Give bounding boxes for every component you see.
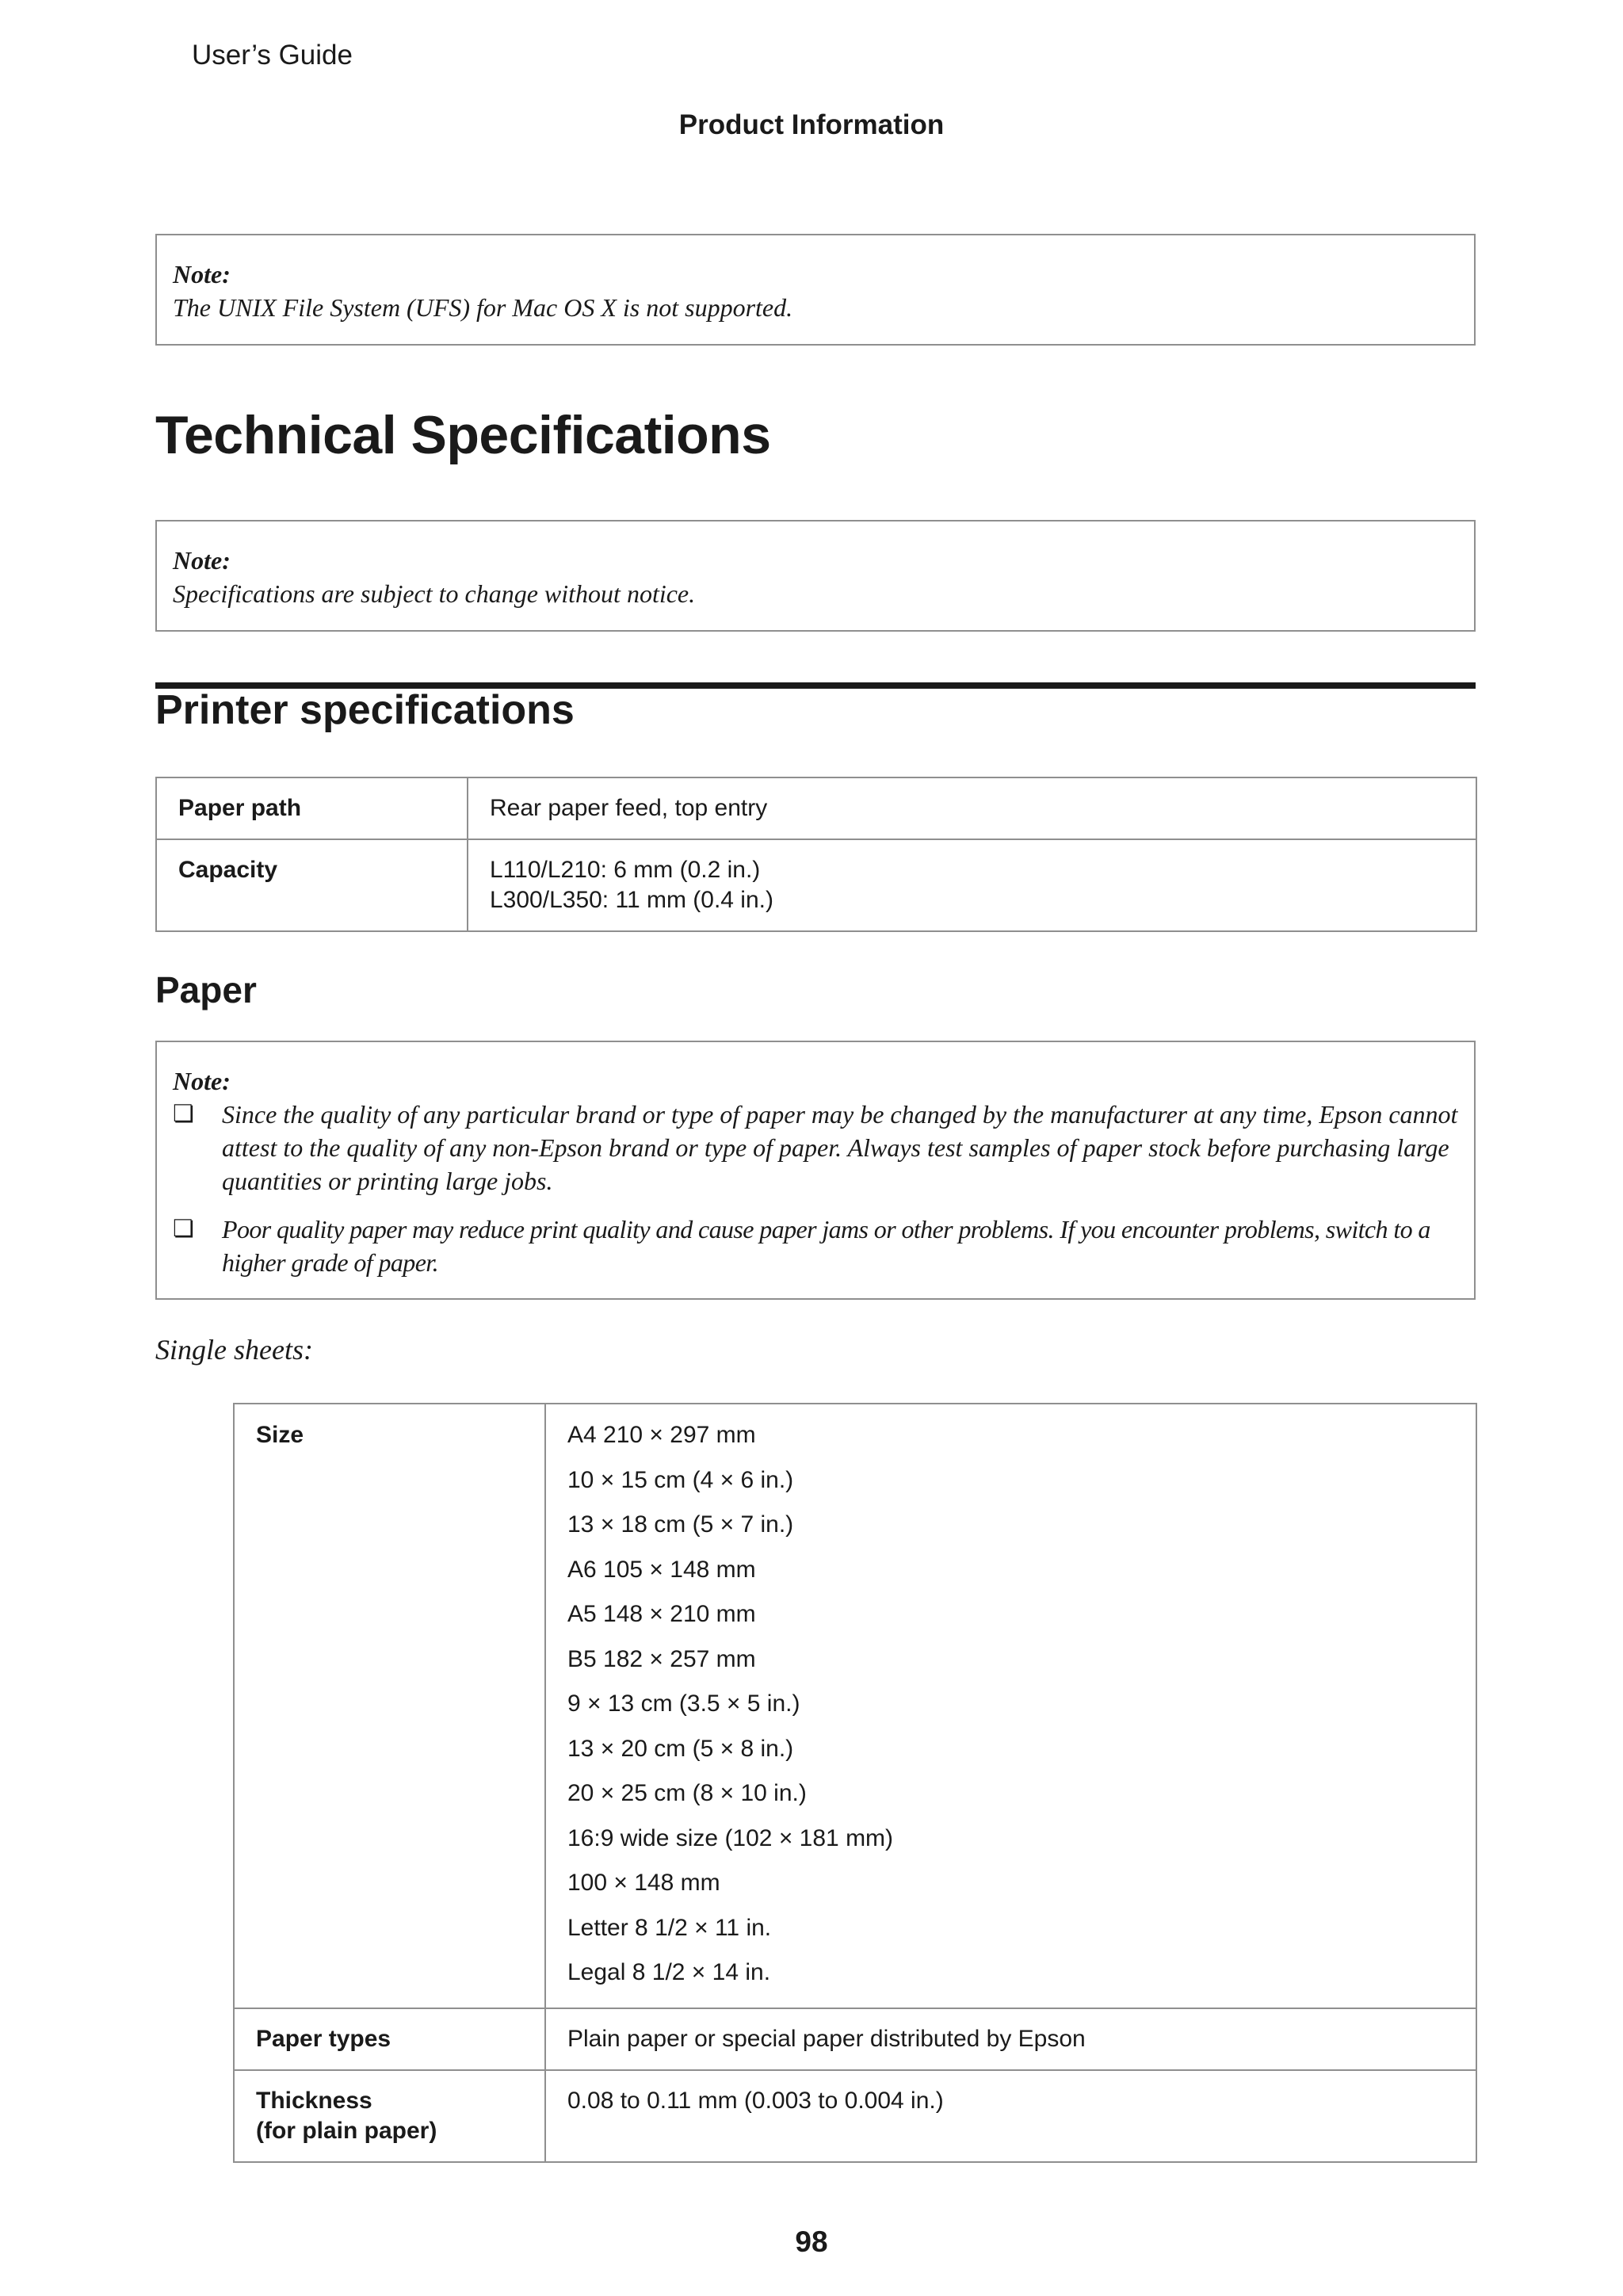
page-title: Technical Specifications [155,405,771,465]
note-title: Note: [173,1067,231,1095]
size-option: 13 × 20 cm (5 × 8 in.) [567,1735,794,1762]
table-row [234,1404,1476,2008]
table-row [156,777,1476,839]
paper-types-value: Plain paper or special paper distributed by Epson [567,2025,1086,2052]
size-option: 10 × 15 cm (4 × 6 in.) [567,1466,794,1493]
size-option: Letter 8 1/2 × 11 in. [567,1914,772,1941]
capacity-value-line: L300/L350: 11 mm (0.4 in.) [490,887,773,913]
paper-path-key: Paper path [178,795,302,821]
note-title: Note: [173,260,231,288]
section-header: Product Information [678,109,945,140]
note-text: The UNIX File System (UFS) for Mac OS X is not supported. [173,293,793,322]
note-bullet-text: Since the quality of any particular brand or type of paper may be changed by the manufacturer at any time, Epson cannot attest to the quality of any non-Epson brand or type of paper. Always test samples of paper stock before purchasing large quantities or printing large jobs. [222,1100,1458,1195]
paper-types-key: Paper types [256,2025,391,2052]
size-option: Legal 8 1/2 × 14 in. [567,1959,771,1985]
table-key [234,2070,545,2162]
size-option: A6 105 × 148 mm [567,1556,756,1583]
table-key [156,777,468,839]
table-key [156,839,468,931]
paper-specs-table [233,1403,1477,2163]
capacity-value-line: L110/L210: 6 mm (0.2 in.) [490,857,761,883]
table-key [234,2008,545,2070]
page-number: 98 [795,2225,828,2258]
table-row [234,2070,1476,2162]
section-heading-printer-specifications: Printer specifications [155,687,575,733]
checkbox-bullet-icon: ❏ [173,1100,194,1128]
note-text: Specifications are subject to change without notice. [173,579,696,608]
section-heading-paper: Paper [155,969,257,1010]
single-sheets-label: Single sheets: [155,1334,313,1366]
table-value [545,2070,1476,2162]
paper-path-value: Rear paper feed, top entry [490,795,768,821]
size-option: 9 × 13 cm (3.5 × 5 in.) [567,1690,800,1717]
size-option: B5 182 × 257 mm [567,1645,756,1672]
size-option: 16:9 wide size (102 × 181 mm) [567,1824,894,1851]
thickness-value: 0.08 to 0.11 mm (0.003 to 0.004 in.) [567,2087,944,2114]
note-bullet-text: Poor quality paper may reduce print quality and cause paper jams or other problems. If you encounter problems, switch to a higher grade of paper. [222,1215,1430,1277]
note-box-paper [155,1041,1476,1300]
note-box-ufs [155,234,1476,346]
table-row [156,839,1476,931]
thickness-key-line: (for plain paper) [256,2117,437,2144]
table-key [234,1404,545,2008]
checkbox-bullet-icon: ❏ [173,1215,194,1243]
running-head: User’s Guide [192,40,353,71]
table-row [234,2008,1476,2070]
capacity-key: Capacity [178,857,278,883]
note-bullet-item [173,1213,1461,1279]
note-bullet-item [173,1098,1461,1198]
size-option: A5 148 × 210 mm [567,1601,756,1627]
size-option: A4 210 × 297 mm [567,1422,756,1448]
note-title: Note: [173,546,231,575]
size-key: Size [256,1422,304,1448]
size-option: 20 × 25 cm (8 × 10 in.) [567,1780,807,1806]
note-box-specifications [155,520,1476,632]
printer-specs-table [155,777,1477,932]
size-option: 13 × 18 cm (5 × 7 in.) [567,1511,794,1538]
thickness-key-line: Thickness [256,2087,372,2114]
size-option: 100 × 148 mm [567,1870,720,1896]
table-value [545,2008,1476,2070]
table-value [545,1404,1476,2008]
table-value [468,839,1476,931]
table-value [468,777,1476,839]
